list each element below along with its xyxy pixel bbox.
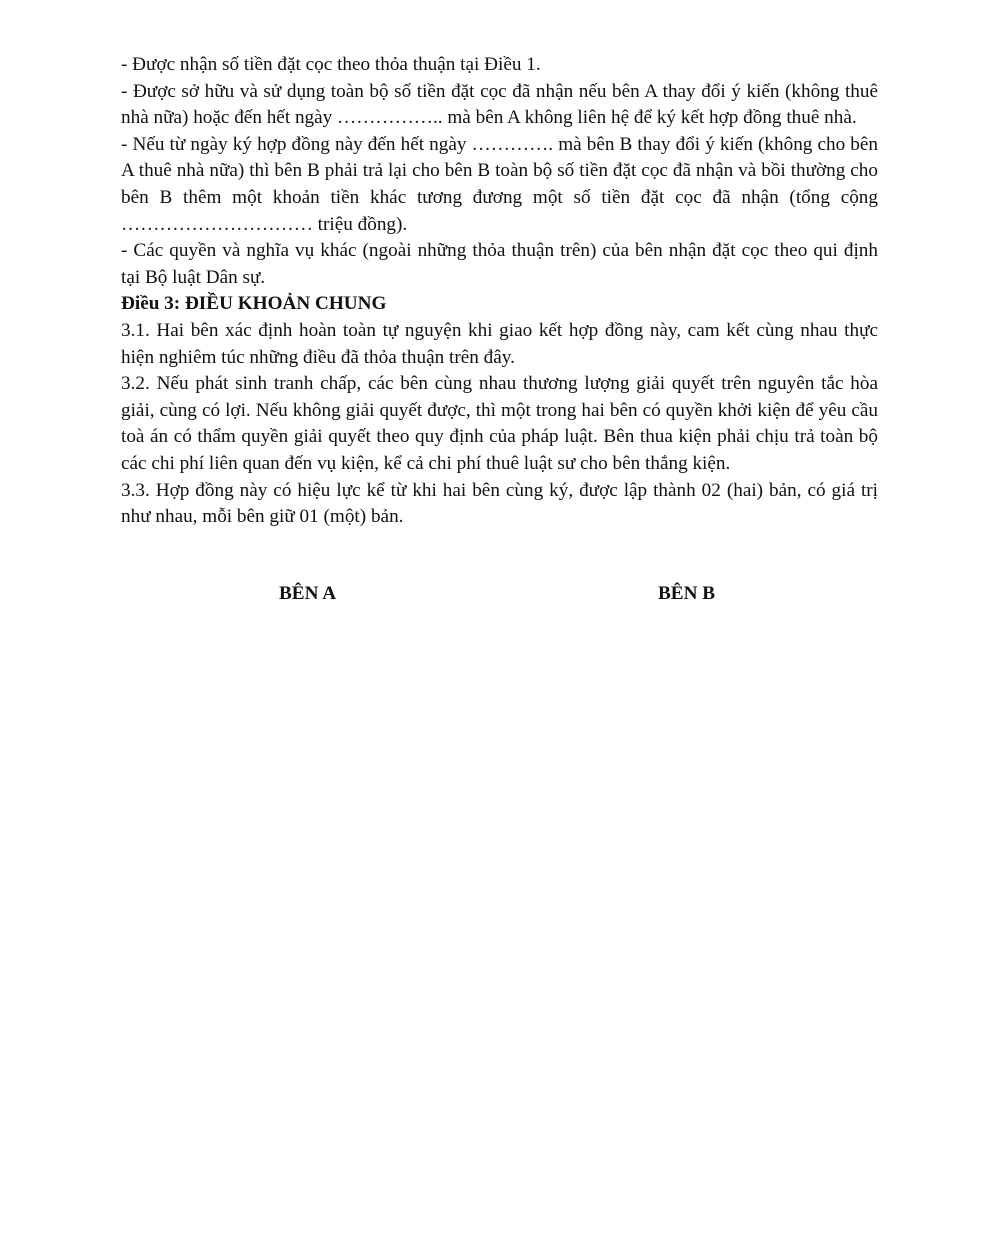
clause-receive-deposit: - Được nhận số tiền đặt cọc theo thỏa thuận tại Điều 1. (121, 54, 541, 75)
article-3-item-1: 3.1. Hai bên xác định hoàn toàn tự nguyện khi giao kết hợp đồng này, cam kết cùng nhau thực hiện nghiêm túc những điều đã thỏa thuận trên đây. (121, 319, 878, 368)
clause-keep-deposit: - Được sở hữu và sử dụng toàn bộ số tiền đặt cọc đã nhận nếu bên A thay đổi ý kiến (không thuê nhà nữa) hoặc đến hết ngày …………….. mà bên A không liên hệ để ký kết hợp đồng thuê nhà. (121, 80, 878, 129)
clause-refund-deposit: - Nếu từ ngày ký hợp đồng này đến hết ngày …………. mà bên B thay đổi ý kiến (không cho bên A thuê nhà nữa) thì bên B phải trả lại cho bên B toàn bộ số tiền đặt cọc đã nhận và bồi thường cho bên B thêm một khoản tiền khác tương đương một số tiền đặt cọc đã nhận (tổng cộng ………………………… triệu đồng). (121, 133, 878, 235)
clause-other-rights: - Các quyền và nghĩa vụ khác (ngoài những thỏa thuận trên) của bên nhận đặt cọc theo qui định tại Bộ luật Dân sự. (121, 240, 878, 288)
document-body (121, 52, 878, 531)
article-3-item-2: 3.2. Nếu phát sinh tranh chấp, các bên cùng nhau thương lượng giải quyết trên nguyên tắc hòa giải, cùng có lợi. Nếu không giải quyết được, thì một trong hai bên có quyền khởi kiện để yêu cầu toà án có thẩm quyền giải quyết theo quy định của pháp luật. Bên thua kiện phải chịu trả toàn bộ các chi phí liên quan đến vụ kiện, kể cả chi phí thuê luật sư cho bên thắng kiện. (121, 373, 878, 474)
article-3-heading: Điều 3: ĐIỀU KHOẢN CHUNG (121, 293, 387, 315)
article-3-item-3: 3.3. Hợp đồng này có hiệu lực kể từ khi hai bên cùng ký, được lập thành 02 (hai) bản, có giá trị như nhau, mỗi bên giữ 01 (một) bản. (121, 479, 878, 528)
party-b-label: BÊN B (658, 583, 716, 604)
signature-block (0, 583, 1000, 613)
party-a-label: BÊN A (279, 583, 337, 604)
